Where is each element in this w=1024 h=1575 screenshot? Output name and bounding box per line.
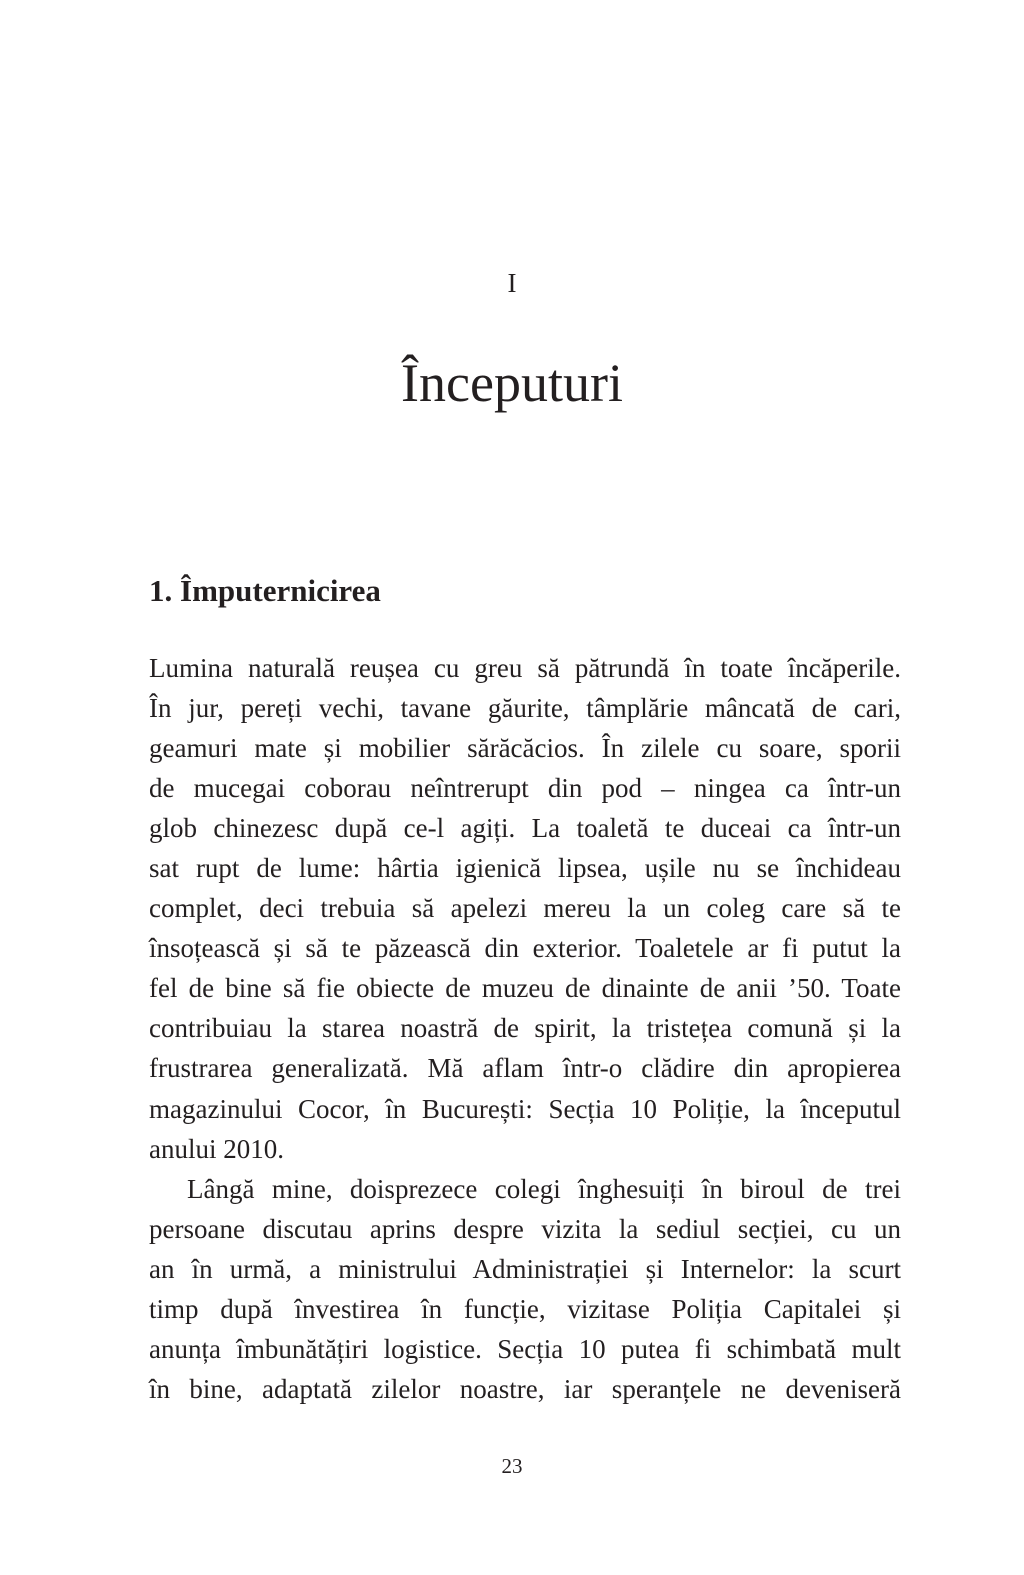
text-line: magazinului Cocor, în București: Secția 10 Poliție, la începutul bbox=[149, 1093, 901, 1124]
text-line: sat rupt de lume: hârtia igienică lipsea, ușile nu se închideau bbox=[149, 853, 901, 884]
text-line: Lângă mine, doisprezece colegi înghesuiți în biroul de trei bbox=[187, 1173, 901, 1204]
text-line: an în urmă, a ministrului Administrației și Internelor: la scurt bbox=[149, 1253, 901, 1284]
page-number: 23 bbox=[501, 1454, 523, 1478]
text-line: geamuri mate și mobilier sărăcăcios. În zilele cu soare, sporii bbox=[149, 733, 901, 764]
text-line: persoane discutau aprins despre vizita la sediul secției, cu un bbox=[149, 1213, 901, 1244]
text-line: în bine, adaptată zilelor noastre, iar speranțele ne deveniseră bbox=[149, 1373, 901, 1404]
text-line: de mucegai coborau neîntrerupt din pod – ningea ca într-un bbox=[149, 773, 901, 804]
text-line: timp după învestirea în funcție, vizitase Poliția Capitalei și bbox=[149, 1293, 901, 1324]
section-title: 1. Împuternicirea bbox=[149, 573, 381, 608]
text-line: frustrarea generalizată. Mă aflam într-o clădire din apropierea bbox=[149, 1053, 901, 1084]
text-line: însoțească și să te păzească din exterior. Toaletele ar fi putut la bbox=[149, 933, 901, 964]
text-line: Lumina naturală reușea cu greu să pătrundă în toate încăperile. bbox=[149, 653, 901, 683]
text-line: complet, deci trebuia să apelezi mereu la un coleg care să te bbox=[149, 893, 901, 924]
text-line: În jur, pereți vechi, tavane găurite, tâmplărie mâncată de cari, bbox=[149, 693, 901, 724]
paragraph bbox=[149, 648, 901, 1169]
text-line: glob chinezesc după ce-l agiți. La toaletă te duceai ca într-un bbox=[149, 813, 901, 844]
text-line: anunța îmbunătățiri logistice. Secția 10 putea fi schimbată mult bbox=[149, 1333, 901, 1364]
body-text bbox=[149, 648, 901, 1409]
paragraph bbox=[149, 1169, 901, 1409]
text-line: anului 2010. bbox=[149, 1133, 284, 1164]
text-line: fel de bine să fie obiecte de muzeu de dinainte de anii ’50. Toate bbox=[149, 973, 901, 1004]
text-line: contribuiau la starea noastră de spirit, la tristețea comună și la bbox=[149, 1013, 901, 1044]
part-number: I bbox=[507, 268, 517, 298]
chapter-title: Începuturi bbox=[401, 353, 623, 413]
